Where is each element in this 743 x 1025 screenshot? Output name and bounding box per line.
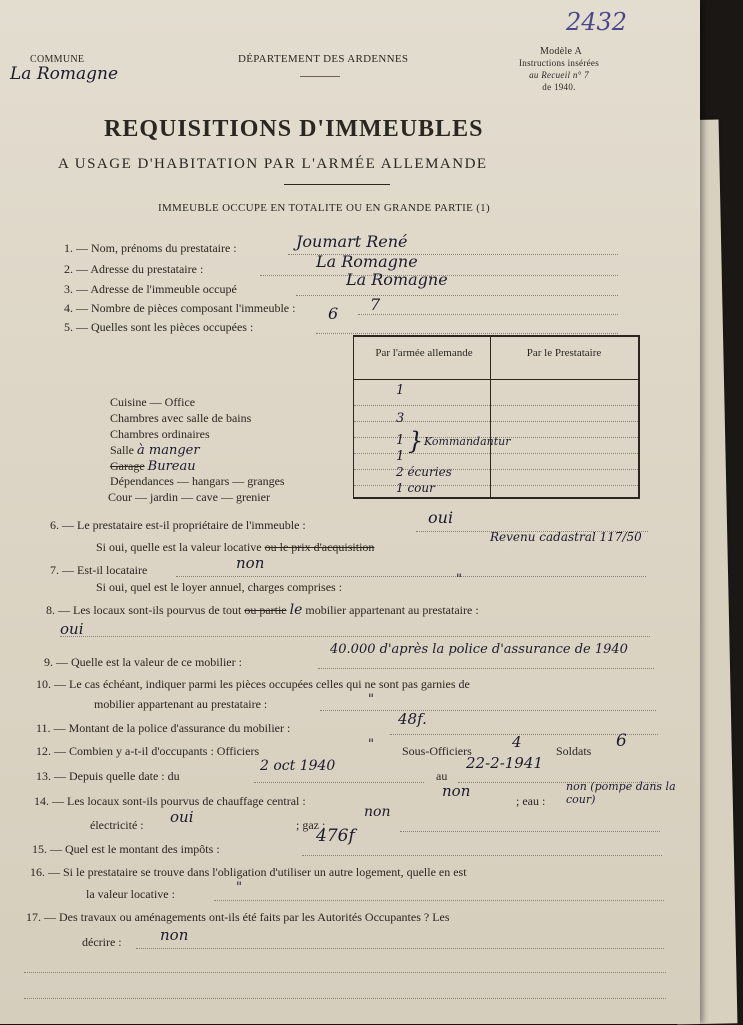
rooms-table <box>353 335 640 499</box>
q14-eau: non (pompe dans la cour) <box>566 780 676 806</box>
table-divider <box>490 337 491 497</box>
header-rule <box>300 76 340 77</box>
q2-label: 2. — Adresse du prestataire : <box>64 262 204 276</box>
q15-line <box>302 855 662 856</box>
q7-sub-label: Si oui, quel est le loyer annuel, charges comprises : <box>96 580 343 594</box>
q3-answer: La Romagne <box>346 270 448 289</box>
q3-line <box>296 295 618 296</box>
blank-line <box>24 972 666 973</box>
q15-answer: 476f <box>316 826 355 846</box>
q11-answer: 48f. <box>398 710 427 728</box>
q8-label: 8. — Les locaux sont-ils pourvus de tout ou partie le mobilier appartenant au prestataire : <box>46 602 479 618</box>
q17-label-a: 17. — Des travaux ou aménagements ont-ils été faits par les Autorités Occupantes ? Les <box>26 910 450 924</box>
q5-line <box>316 333 618 334</box>
q10-label-b: mobilier appartenant au prestataire : <box>94 697 268 711</box>
table-row-rule <box>354 405 638 406</box>
cell-bureau: 1 <box>396 449 405 464</box>
q9-answer: 40.000 d'après la police d'assurance de 1940 <box>330 642 628 657</box>
cell-cuisine: 1 <box>396 383 405 398</box>
q12-soldats-label: Soldats <box>556 744 592 758</box>
q16-label-b: la valeur locative : <box>86 887 175 901</box>
q12-officiers: " <box>368 737 374 752</box>
q14-gaz-label: ; gaz : <box>296 818 326 832</box>
title-line2: A USAGE D'HABITATION PAR L'ARMÉE ALLEMANDE <box>58 156 488 172</box>
q6-sub-label: Si oui, quelle est la valeur locative ou le prix d'acquisition <box>96 540 375 554</box>
q5-answer: 6 <box>328 304 339 323</box>
q15-label: 15. — Quel est le montant des impôts : <box>32 842 220 856</box>
q17-label-b: décrire : <box>82 935 122 949</box>
q9-label: 9. — Quelle est la valeur de ce mobilier : <box>44 655 242 669</box>
room-label-cuisine: Cuisine — Office <box>110 395 196 409</box>
q11-label: 11. — Montant de la police d'assurance du mobilier : <box>36 721 291 735</box>
q14-elec: oui <box>170 808 194 826</box>
q10-answer: " <box>368 692 374 707</box>
q9-line <box>318 668 654 669</box>
room-label-chambres-ordinaires: Chambres ordinaires <box>110 427 210 441</box>
commune-label: COMMUNE <box>30 54 85 65</box>
q6-sub-answer: Revenu cadastral 117/50 <box>490 530 642 544</box>
q1-label: 1. — Nom, prénoms du prestataire : <box>64 241 237 255</box>
modele-line2: Instructions insérées <box>518 58 600 68</box>
cell-dependances: 2 écuries <box>396 465 452 479</box>
q13-to: 22-2-1941 <box>466 754 543 772</box>
q12-label: 12. — Combien y a-t-il d'occupants : Officiers <box>36 744 260 758</box>
modele-line3: au Recueil n° 7 <box>529 70 589 80</box>
q6-answer: oui <box>428 508 454 527</box>
q7-line <box>176 576 646 577</box>
room-label-chambres-sdb: Chambres avec salle de bains <box>110 411 252 425</box>
q12-sous: 4 <box>512 733 522 751</box>
q16-label-a: 16. — Si le prestataire se trouve dans l'obligation d'utiliser un autre logement, quelle en est <box>30 865 467 879</box>
q3-label: 3. — Adresse de l'immeuble occupé <box>64 282 237 296</box>
q13-from: 2 oct 1940 <box>260 758 336 774</box>
q16-line <box>214 900 664 901</box>
q6-label: 6. — Le prestataire est-il propriétaire de l'immeuble : <box>50 518 306 532</box>
q17-answer: non <box>160 926 189 944</box>
title-rule <box>284 184 390 185</box>
q14-label: 14. — Les locaux sont-ils pourvus de chauffage central : <box>34 794 306 808</box>
q7-sub-answer: " <box>456 572 462 587</box>
commune-value: La Romagne <box>10 64 119 84</box>
cell-cour: 1 cour <box>396 481 435 495</box>
bracket-note: Kommandantur <box>424 435 511 448</box>
q4-line <box>358 314 618 315</box>
q4-label: 4. — Nombre de pièces composant l'immeuble : <box>64 301 296 315</box>
cell-chambres-ordinaires: 3 <box>396 411 405 426</box>
q14-gaz: non <box>364 804 391 820</box>
q12-soldats: 6 <box>616 731 627 751</box>
q13-line-from <box>254 782 424 783</box>
modele-line1: Modèle A <box>539 46 583 57</box>
table-header-prestataire: Par le Prestataire <box>526 347 602 359</box>
q13-label: 13. — Depuis quelle date : du <box>36 769 180 783</box>
title-line1: REQUISITIONS D'IMMEUBLES <box>104 116 484 142</box>
q1-answer: Joumart René <box>296 232 408 251</box>
q14-elec-label: électricité : <box>90 818 144 832</box>
room-label-salle: Salle à manger <box>110 443 200 458</box>
q4-answer: 7 <box>370 295 381 314</box>
departement: DÉPARTEMENT DES ARDENNES <box>238 53 409 65</box>
q8-line <box>60 636 650 637</box>
q14-line <box>400 831 660 832</box>
room-label-cour: Cour — jardin — cave — grenier <box>108 490 270 504</box>
bracket-icon: } <box>408 427 424 455</box>
q10-line <box>320 710 656 711</box>
cell-salle: 1 <box>396 433 405 448</box>
q7-label: 7. — Est-il locataire <box>50 563 148 577</box>
blank-line <box>24 998 666 999</box>
q10-label-a: 10. — Le cas échéant, indiquer parmi les pièces occupées celles qui ne sont pas garnies de <box>36 677 470 691</box>
modele-line4: de 1940. <box>542 82 576 92</box>
table-header-armee: Par l'armée allemande <box>375 347 473 359</box>
doc-number: 2432 <box>566 8 628 36</box>
q14-chauffage: non <box>442 782 471 800</box>
q16-answer: " <box>236 880 242 895</box>
room-label-dependances: Dépendances — hangars — granges <box>110 474 285 488</box>
q17-line <box>136 948 664 949</box>
q7-answer: non <box>236 554 265 572</box>
q14-eau-label: ; eau : <box>516 794 546 808</box>
q8-answer: oui <box>60 620 84 638</box>
q12-sous-label: Sous-Officiers <box>402 744 472 758</box>
q2-answer: La Romagne <box>316 252 418 271</box>
q13-to-label: au <box>436 769 448 783</box>
subtitle: IMMEUBLE OCCUPE EN TOTALITE OU EN GRANDE PARTIE (1) <box>158 202 490 214</box>
table-header-rule <box>354 379 638 380</box>
q5-label: 5. — Quelles sont les pièces occupées : <box>64 320 254 334</box>
room-label-garage: Garage Bureau <box>110 459 196 474</box>
